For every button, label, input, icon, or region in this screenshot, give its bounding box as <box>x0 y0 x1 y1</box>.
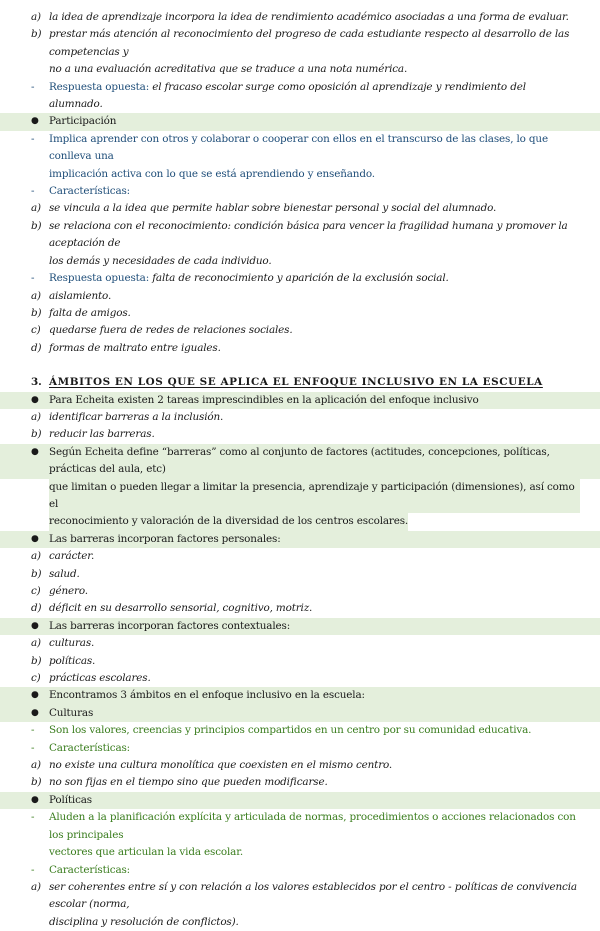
list-text: identificar barreras a la inclusión. <box>49 410 224 423</box>
bullet-item <box>0 392 600 409</box>
list-item <box>0 26 600 61</box>
bullet-item <box>0 531 600 548</box>
list-item <box>0 670 600 687</box>
list-text: no existe una cultura monolítica que coexisten en el mismo centro. <box>49 759 393 772</box>
list-text: aislamiento. <box>49 289 112 302</box>
list-item <box>0 774 600 791</box>
bullet-text: Encontramos 3 ámbitos en el enfoque inclusivo en la escuela: <box>49 689 365 702</box>
label-text: Características: <box>49 185 131 198</box>
list-marker: a) <box>31 880 41 893</box>
list-text: déficit en su desarrollo sensorial, cognitivo, motriz. <box>49 602 313 615</box>
politicas-desc <box>0 809 600 844</box>
desc-text: Aluden a la planificación explícita y articulada de normas, procedimientos o acciones relacionados con los principales <box>49 811 576 841</box>
list-marker: c) <box>31 585 41 597</box>
list-text: carácter. <box>49 550 95 563</box>
list-text: género. <box>49 585 88 597</box>
list-marker: d) <box>31 602 42 615</box>
list-text: se vincula a la idea que permite hablar sobre bienestar personal y social del alumnado. <box>49 202 497 215</box>
list-marker: a) <box>31 11 41 23</box>
bullet-icon: ● <box>31 794 39 805</box>
dash-marker: - <box>31 80 35 93</box>
list-item <box>0 583 600 600</box>
list-item <box>0 426 600 443</box>
bullet-participacion <box>0 113 600 130</box>
list-item <box>0 600 600 617</box>
list-text: prácticas escolares. <box>49 672 151 685</box>
bullet-text: Las barreras incorporan factores personales: <box>49 532 281 545</box>
list-marker: c) <box>31 324 41 337</box>
list-marker: c) <box>31 672 41 685</box>
list-marker: b) <box>31 428 42 441</box>
list-text: prestar más atención al reconocimiento del progreso de cada estudiante respecto al desarrollo de las competencias y <box>49 28 570 58</box>
bullet-continuation <box>0 479 600 514</box>
list-text: se relaciona con el reconocimiento: condición básica para vencer la fragilidad humana y promover la aceptación de <box>49 219 568 250</box>
bullet-text: Las barreras incorporan factores contextuales: <box>49 619 291 632</box>
list-marker: b) <box>31 654 42 667</box>
caracteristicas-label <box>0 183 600 200</box>
caracteristicas-label <box>0 740 600 757</box>
list-marker: a) <box>31 759 41 772</box>
desc-text: Implica aprender con otros y colaborar o cooperar con ellos en el transcurso de las clases, lo que conlleva una <box>49 132 548 163</box>
bullet-item <box>0 687 600 704</box>
list-item <box>0 566 600 583</box>
opposite-response <box>0 270 600 287</box>
bullet-item <box>0 444 600 479</box>
dash-marker: - <box>31 724 35 737</box>
dash-marker: - <box>31 863 35 876</box>
list-marker: a) <box>31 550 41 563</box>
list-marker: b) <box>31 28 42 41</box>
section-title: ÁMBITOS EN LOS QUE SE APLICA EL ENFOQUE INCLUSIVO EN LA ESCUELA <box>49 376 543 389</box>
list-marker: b) <box>31 567 42 580</box>
list-text: ser coherentes entre sí y con relación a los valores establecidos por el centro - políticas de convivencia escolar (norma, <box>49 880 577 911</box>
list-item <box>0 340 600 357</box>
list-item <box>0 653 600 670</box>
bullet-text: Según Echeita define “barreras” como al conjunto de factores (actitudes, concepciones, políticas, prácticas del aula, etc) <box>49 445 550 476</box>
bullet-icon: ● <box>31 707 39 718</box>
bullet-icon: ● <box>31 533 39 544</box>
list-item-continuation <box>0 914 600 931</box>
list-item <box>0 200 600 217</box>
dash-marker: - <box>31 185 35 198</box>
participacion-desc-continuation <box>0 166 600 183</box>
label-text: Características: <box>49 741 131 754</box>
list-text: reducir las barreras. <box>49 428 155 441</box>
bullet-politicas <box>0 792 600 809</box>
list-text: la idea de aprendizaje incorpora la idea de rendimiento académico asociadas a una forma de evaluar. <box>49 11 569 23</box>
bullet-icon: ● <box>31 446 39 457</box>
bullet-title: Políticas <box>49 793 92 806</box>
bullet-icon: ● <box>31 620 39 631</box>
dash-marker: - <box>31 811 35 824</box>
desc-text: implicación activa con lo que se está aprendiendo y enseñando. <box>49 167 375 180</box>
list-marker: a) <box>31 289 41 302</box>
list-item <box>0 757 600 774</box>
list-marker: a) <box>31 202 41 215</box>
bullet-culturas <box>0 705 600 722</box>
list-item <box>0 9 600 26</box>
list-item-continuation <box>0 61 600 78</box>
list-marker: d) <box>31 341 42 354</box>
list-item <box>0 218 600 253</box>
spacer <box>0 357 600 374</box>
list-text: culturas. <box>49 637 95 650</box>
list-text: disciplina y resolución de conflictos). <box>49 915 239 928</box>
culturas-desc <box>0 722 600 739</box>
list-item <box>0 879 600 914</box>
desc-text: Son los valores, creencias y principios compartidos en un centro por su comunidad educativa. <box>49 724 532 737</box>
opposite-response <box>0 79 600 114</box>
bullet-icon: ● <box>31 690 39 701</box>
list-item <box>0 548 600 565</box>
caracteristicas-label <box>0 862 600 879</box>
list-text: formas de maltrato entre iguales. <box>49 341 221 354</box>
bullet-title: Culturas <box>49 706 94 719</box>
opposite-text: falta de reconocimiento y aparición de la exclusión social. <box>149 272 449 285</box>
list-marker: b) <box>31 219 42 232</box>
bullet-text: reconocimiento y valoración de la diversidad de los centros escolares. <box>49 513 408 530</box>
opposite-text: el fracaso escolar surge como oposición al aprendizaje y rendimiento del alumnado. <box>49 80 526 111</box>
section-heading <box>0 374 600 391</box>
list-item-continuation <box>0 253 600 270</box>
list-item <box>0 305 600 322</box>
participacion-desc <box>0 131 600 166</box>
dash-marker: - <box>31 272 35 285</box>
list-item <box>0 322 600 339</box>
list-marker: a) <box>31 637 41 650</box>
label-text: Características: <box>49 863 131 876</box>
bullet-icon: ● <box>31 116 39 127</box>
list-text: políticas. <box>49 654 96 667</box>
list-marker: a) <box>31 410 41 423</box>
list-item <box>0 409 600 426</box>
section-number: 3. <box>31 376 42 389</box>
list-item <box>0 635 600 652</box>
list-text: no a una evaluación acreditativa que se traduce a una nota numérica. <box>49 63 408 76</box>
bullet-title: Participación <box>49 115 117 128</box>
list-text: falta de amigos. <box>49 306 131 319</box>
list-text: no son fijas en el tiempo sino que pueden modificarse. <box>49 776 328 789</box>
opposite-label: Respuesta opuesta: <box>49 80 150 93</box>
bullet-item <box>0 618 600 635</box>
dash-marker: - <box>31 132 35 145</box>
list-marker: b) <box>31 776 42 789</box>
politicas-desc-continuation <box>0 844 600 861</box>
opposite-label: Respuesta opuesta: <box>49 272 150 285</box>
bullet-text: que limitan o pueden llegar a limitar la presencia, aprendizaje y participación (dimensiones), así como el <box>49 479 580 514</box>
list-marker: b) <box>31 306 42 319</box>
bullet-continuation <box>0 513 600 530</box>
bullet-icon: ● <box>31 394 39 405</box>
dash-marker: - <box>31 741 35 754</box>
bullet-text: Para Echeita existen 2 tareas imprescindibles en la aplicación del enfoque inclusivo <box>49 393 479 406</box>
list-text: salud. <box>49 567 80 580</box>
list-text: los demás y necesidades de cada individuo. <box>49 254 272 267</box>
desc-text: vectores que articulan la vida escolar. <box>49 846 244 859</box>
list-item <box>0 288 600 305</box>
list-text: quedarse fuera de redes de relaciones sociales. <box>49 324 293 337</box>
